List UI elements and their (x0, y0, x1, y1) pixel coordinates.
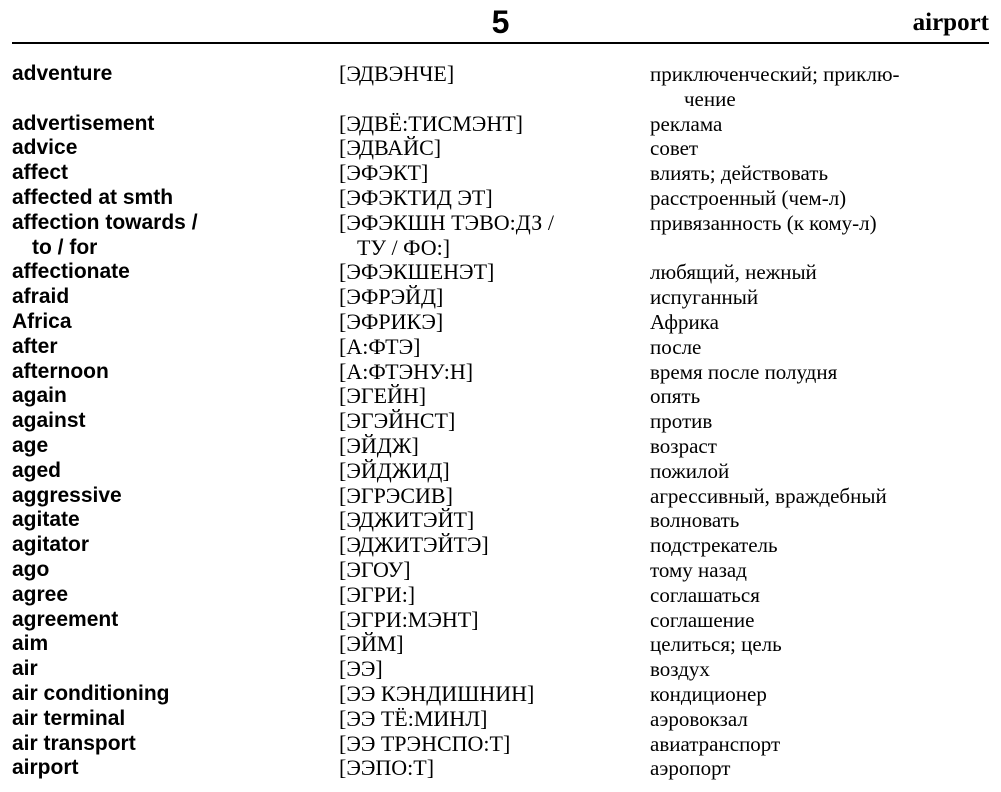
transcription-cell (339, 707, 650, 732)
translation-cell (650, 285, 1001, 310)
dictionary-entry (0, 657, 1001, 682)
translation-cell (650, 459, 1001, 484)
transcription-text: [ЭЭ КЭНДИШНИН] (339, 680, 535, 706)
transcription-text: [ЭГОУ] (339, 556, 411, 582)
translation-cell (650, 707, 1001, 732)
translation-cell (650, 360, 1001, 385)
transcription-cell (339, 112, 650, 137)
translation-text: влиять; действовать (650, 161, 829, 186)
transcription-text: ТУ / ФО:] (357, 234, 451, 260)
translation-cell (650, 484, 1001, 509)
transcription-text: [ЭФЭКТИД ЭТ] (339, 184, 493, 210)
headword-cell (0, 310, 339, 335)
headword-cell (0, 756, 339, 781)
transcription-text: [ЭГЕЙН] (339, 383, 427, 409)
translation-text: аэровокзал (650, 706, 748, 731)
translation-cell (650, 434, 1001, 459)
headword-text: agreement (12, 607, 119, 631)
translation-text: воздух (650, 657, 710, 682)
transcription-text: [ЭФРИКЭ] (339, 308, 444, 334)
headword-text: aim (12, 632, 49, 656)
transcription-cell (339, 756, 650, 781)
translation-text: Африка (650, 309, 719, 334)
transcription-cell (339, 409, 650, 434)
headword-text: airport (12, 756, 79, 780)
headword-cell (0, 558, 339, 583)
headword-text: advertisement (12, 111, 155, 135)
transcription-text: [ЭФЭКТ] (339, 160, 429, 186)
headword-text: age (12, 433, 49, 457)
headword-text: affection towards / (12, 210, 198, 234)
translation-text: соглашаться (650, 582, 760, 607)
transcription-cell (339, 211, 650, 261)
headword-text: affect (12, 161, 69, 185)
translation-text: возраст (650, 433, 717, 458)
translation-text: подстрекатель (650, 533, 778, 558)
translation-cell (650, 508, 1001, 533)
headword-cell (0, 186, 339, 211)
transcription-cell (339, 161, 650, 186)
transcription-cell (339, 62, 650, 87)
headword-cell (0, 434, 339, 459)
translation-text: целиться; цель (650, 632, 782, 657)
running-head: airport (912, 9, 989, 36)
transcription-text: [ЭЭ ТЁ:МИНЛ] (339, 705, 488, 731)
headword-text: Africa (12, 309, 72, 333)
transcription-text: [ЭЭПО:Т] (339, 755, 435, 781)
translation-cell (650, 136, 1001, 161)
transcription-cell (339, 260, 650, 285)
transcription-cell (339, 136, 650, 161)
headword-text: agitate (12, 508, 80, 532)
headword-cell (0, 112, 339, 137)
transcription-cell (339, 632, 650, 657)
dictionary-entry (0, 260, 1001, 285)
headword-text: aged (12, 458, 62, 482)
headword-cell (0, 211, 339, 261)
headword-text: agree (12, 582, 69, 606)
dictionary-entry (0, 186, 1001, 211)
headword-cell (0, 533, 339, 558)
translation-text: соглашение (650, 607, 755, 632)
headword-text: affected at smth (12, 185, 174, 209)
translation-cell (650, 310, 1001, 335)
dictionary-entry (0, 682, 1001, 707)
dictionary-entry (0, 459, 1001, 484)
translation-cell (650, 186, 1001, 211)
transcription-text: [А:ФТЭНУ:Н] (339, 358, 474, 384)
translation-cell (650, 608, 1001, 633)
dictionary-entry (0, 161, 1001, 186)
headword-text: against (12, 409, 86, 433)
translation-cell (650, 583, 1001, 608)
translation-text: чение (684, 86, 736, 111)
headword-text: to / for (32, 235, 98, 259)
dictionary-entry (0, 62, 1001, 112)
transcription-cell (339, 608, 650, 633)
headword-cell (0, 484, 339, 509)
dictionary-entry (0, 732, 1001, 757)
headword-text: ago (12, 557, 50, 581)
transcription-cell (339, 360, 650, 385)
transcription-text: [ЭДВЭНЧЕ] (339, 61, 455, 86)
dictionary-entry (0, 583, 1001, 608)
translation-text: после (650, 334, 702, 359)
transcription-cell (339, 558, 650, 583)
transcription-text: [ЭГЭЙНСТ] (339, 408, 456, 434)
headword-text: air (12, 657, 38, 681)
dictionary-entry (0, 409, 1001, 434)
dictionary-entry (0, 632, 1001, 657)
transcription-cell (339, 533, 650, 558)
headword-text: aggressive (12, 483, 122, 507)
dictionary-entry (0, 558, 1001, 583)
translation-text: пожилой (650, 458, 730, 483)
translation-text: реклама (650, 111, 723, 136)
dictionary-entry (0, 335, 1001, 360)
translation-text: волновать (650, 508, 740, 533)
translation-cell (650, 211, 1001, 236)
headword-text: adventure (12, 62, 113, 85)
transcription-cell (339, 186, 650, 211)
headword-cell (0, 260, 339, 285)
transcription-cell (339, 285, 650, 310)
headword-cell (0, 732, 339, 757)
translation-cell (650, 657, 1001, 682)
transcription-cell (339, 583, 650, 608)
headword-text: air transport (12, 731, 136, 755)
transcription-text: [ЭГРЭСИВ] (339, 482, 453, 508)
headword-text: afternoon (12, 359, 109, 383)
dictionary-entry (0, 707, 1001, 732)
translation-text: агрессивный, враждебный (650, 483, 887, 508)
headword-cell (0, 707, 339, 732)
headword-text: air conditioning (12, 681, 170, 705)
headword-cell (0, 409, 339, 434)
translation-cell (650, 682, 1001, 707)
transcription-cell (339, 732, 650, 757)
translation-text: опять (650, 384, 701, 409)
translation-text: приключенческий; приклю- (650, 62, 900, 86)
transcription-text: [ЭГРИ:] (339, 581, 416, 607)
dictionary-entry (0, 285, 1001, 310)
dictionary-entry (0, 434, 1001, 459)
headword-cell (0, 384, 339, 409)
headword-cell (0, 508, 339, 533)
transcription-text: [ЭЭ] (339, 656, 383, 682)
translation-cell (650, 384, 1001, 409)
translation-cell (650, 558, 1001, 583)
headword-cell (0, 682, 339, 707)
headword-text: afraid (12, 285, 70, 309)
translation-text: авиатранспорт (650, 731, 781, 756)
headword-cell (0, 161, 339, 186)
dictionary-entry (0, 508, 1001, 533)
headword-cell (0, 62, 339, 87)
transcription-text: [ЭЙДЖ] (339, 432, 419, 458)
translation-text: тому назад (650, 557, 747, 582)
headword-text: advice (12, 136, 78, 160)
translation-text: совет (650, 136, 699, 161)
header-rule (12, 42, 989, 44)
transcription-cell (339, 682, 650, 707)
translation-cell (650, 732, 1001, 757)
transcription-text: [ЭЙДЖИД] (339, 457, 450, 483)
transcription-text: [ЭЭ ТРЭНСПО:Т] (339, 730, 511, 756)
transcription-text: [ЭФРЭЙД] (339, 284, 444, 310)
translation-cell (650, 112, 1001, 137)
headword-cell (0, 136, 339, 161)
headword-text: air terminal (12, 706, 126, 730)
transcription-cell (339, 657, 650, 682)
dictionary-entry (0, 360, 1001, 385)
headword-cell (0, 335, 339, 360)
dictionary-entry (0, 136, 1001, 161)
translation-text: против (650, 409, 713, 434)
transcription-text: [ЭГРИ:МЭНТ] (339, 606, 479, 632)
translation-text: расстроенный (чем-л) (650, 185, 847, 210)
dictionary-entries (0, 62, 1001, 781)
transcription-cell (339, 434, 650, 459)
dictionary-entry (0, 533, 1001, 558)
transcription-cell (339, 484, 650, 509)
translation-cell (650, 632, 1001, 657)
headword-cell (0, 657, 339, 682)
headword-text: affectionate (12, 260, 130, 284)
transcription-text: [А:ФТЭ] (339, 333, 421, 359)
translation-cell (650, 756, 1001, 781)
translation-text: время после полудня (650, 359, 838, 384)
translation-cell (650, 533, 1001, 558)
headword-text: again (12, 384, 67, 408)
transcription-text: [ЭДЖИТЭЙТЭ] (339, 532, 489, 558)
transcription-cell (339, 459, 650, 484)
transcription-text: [ЭЙМ] (339, 631, 404, 657)
transcription-text: [ЭДЖИТЭЙТ] (339, 507, 475, 533)
translation-text: испуганный (650, 285, 759, 310)
headword-cell (0, 608, 339, 633)
headword-text: after (12, 334, 58, 358)
dictionary-entry (0, 310, 1001, 335)
dictionary-entry (0, 608, 1001, 633)
translation-cell (650, 409, 1001, 434)
transcription-text: [ЭДВАЙС] (339, 135, 442, 161)
transcription-cell (339, 335, 650, 360)
headword-text: agitator (12, 533, 90, 557)
translation-text: кондиционер (650, 681, 767, 706)
headword-cell (0, 632, 339, 657)
transcription-cell (339, 310, 650, 335)
translation-cell (650, 62, 1001, 112)
translation-text: привязанность (к кому-л) (650, 210, 877, 235)
transcription-text: [ЭДВЁ:ТИСМЭНТ] (339, 110, 523, 136)
translation-cell (650, 335, 1001, 360)
dictionary-entry (0, 484, 1001, 509)
headword-cell (0, 285, 339, 310)
translation-text: аэропорт (650, 756, 731, 781)
transcription-cell (339, 384, 650, 409)
headword-cell (0, 583, 339, 608)
transcription-text: [ЭФЭКШЕНЭТ] (339, 259, 495, 285)
dictionary-entry (0, 384, 1001, 409)
dictionary-entry (0, 112, 1001, 137)
headword-cell (0, 459, 339, 484)
translation-cell (650, 161, 1001, 186)
translation-text: любящий, нежный (650, 260, 817, 285)
dictionary-entry (0, 756, 1001, 781)
transcription-cell (339, 508, 650, 533)
translation-cell (650, 260, 1001, 285)
page-number: 5 (491, 4, 510, 40)
transcription-text: [ЭФЭКШН ТЭВО:ДЗ / (339, 209, 554, 235)
headword-cell (0, 360, 339, 385)
dictionary-entry (0, 211, 1001, 261)
